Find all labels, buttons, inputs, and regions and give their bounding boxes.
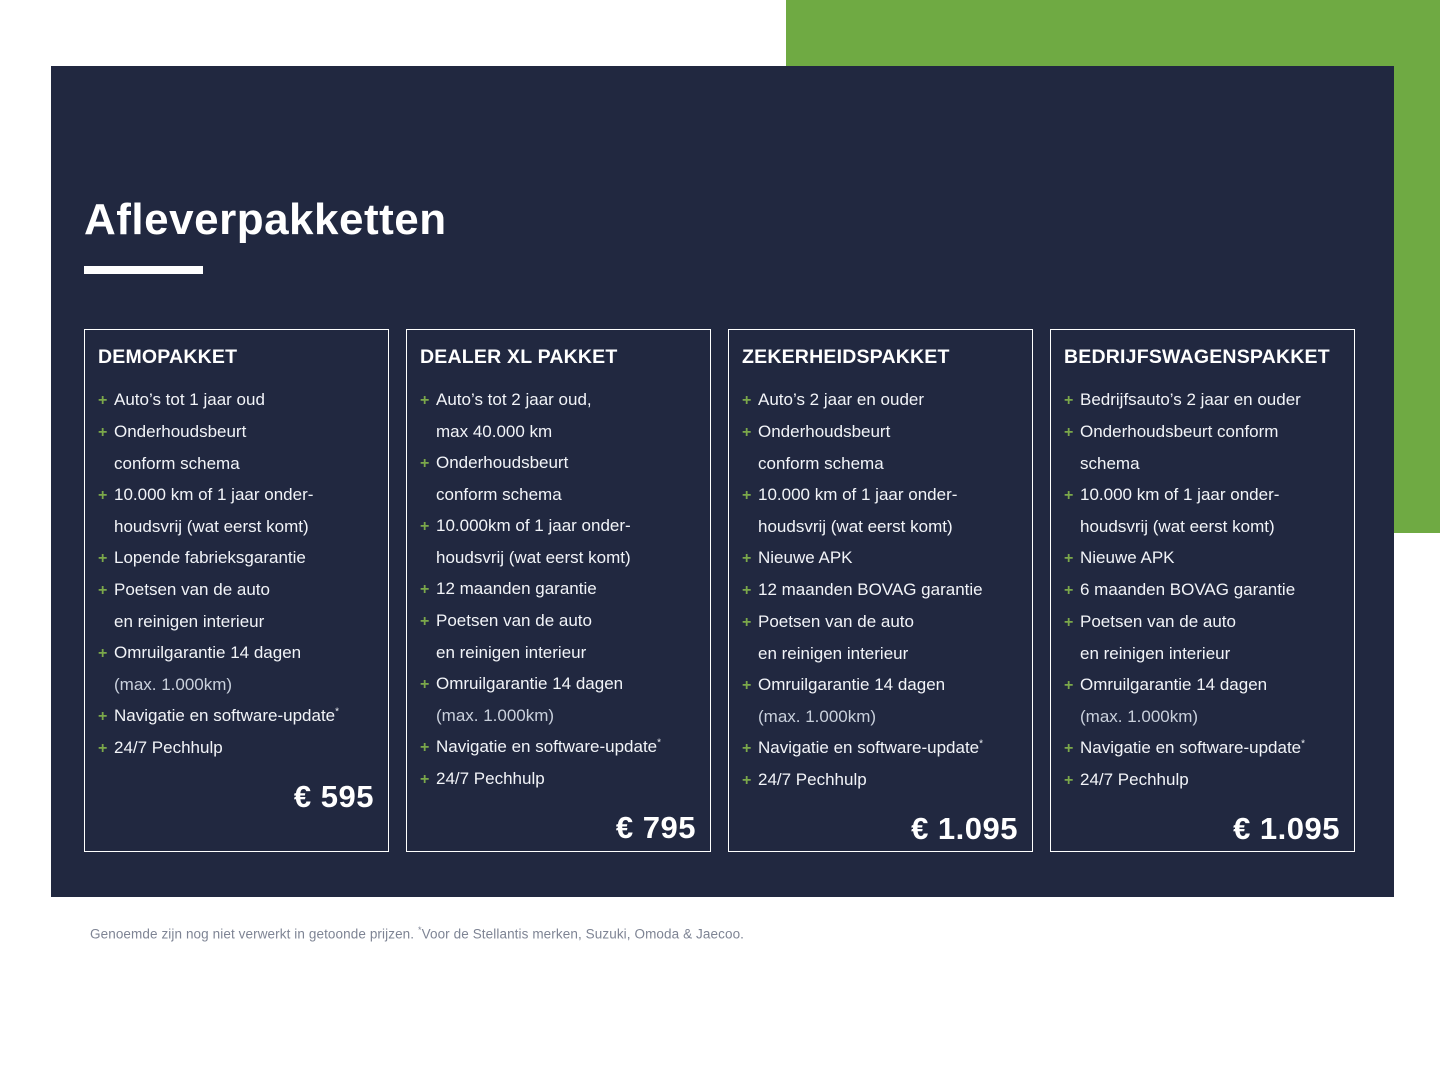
item-text: Omruilgarantie 14 dagen — [1080, 675, 1268, 694]
item-text: Omruilgarantie 14 dagen — [114, 643, 302, 662]
plus-icon: + — [420, 771, 430, 788]
package-item — [1064, 574, 1342, 606]
item-text: Nieuwe APK — [758, 548, 853, 567]
package-card — [728, 329, 1033, 852]
item-text: conform schema — [758, 454, 884, 473]
item-text: Onderhoudsbeurt — [114, 422, 247, 441]
package-item — [742, 574, 1020, 606]
plus-icon: + — [1064, 424, 1074, 441]
plus-icon: + — [420, 613, 430, 630]
package-card — [1050, 329, 1355, 852]
package-item-continuation — [420, 542, 698, 573]
asterisk-note: * — [979, 738, 984, 750]
plus-icon: + — [1064, 582, 1074, 599]
package-item — [420, 384, 698, 416]
package-price: € 795 — [615, 810, 696, 845]
package-item-continuation — [742, 511, 1020, 542]
package-item — [1064, 732, 1342, 764]
package-item — [742, 606, 1020, 638]
item-text: Navigatie en software-update* — [114, 706, 340, 725]
plus-icon: + — [1064, 550, 1074, 567]
package-item-continuation — [98, 669, 376, 700]
package-item-continuation — [420, 416, 698, 447]
plus-icon: + — [420, 676, 430, 693]
package-item — [1064, 384, 1342, 416]
item-text: Navigatie en software-update* — [758, 738, 984, 757]
item-text: houdsvrij (wat eerst komt) — [758, 517, 953, 536]
item-text: 24/7 Pechhulp — [114, 738, 223, 757]
package-item — [1064, 669, 1342, 701]
package-item — [420, 763, 698, 795]
package-item — [98, 542, 376, 574]
package-item-continuation — [420, 637, 698, 668]
package-item — [420, 668, 698, 700]
package-item — [98, 637, 376, 669]
item-text: 10.000 km of 1 jaar onder- — [1080, 485, 1280, 504]
item-text: Lopende fabrieksgarantie — [114, 548, 306, 567]
item-text: Bedrijfsauto’s 2 jaar en ouder — [1080, 390, 1301, 409]
package-item — [742, 479, 1020, 511]
package-item-continuation — [742, 448, 1020, 479]
package-item — [1064, 542, 1342, 574]
item-text: 12 maanden garantie — [436, 579, 597, 598]
item-text: conform schema — [114, 454, 240, 473]
item-text: 24/7 Pechhulp — [1080, 770, 1189, 789]
item-text: 24/7 Pechhulp — [758, 770, 867, 789]
item-text: Omruilgarantie 14 dagen — [436, 674, 624, 693]
content-panel — [51, 66, 1394, 897]
package-item — [742, 384, 1020, 416]
package-item-continuation — [420, 479, 698, 510]
item-text: Poetsen van de auto — [114, 580, 270, 599]
plus-icon: + — [742, 392, 752, 409]
package-price: € 1.095 — [1233, 811, 1340, 846]
plus-icon: + — [98, 708, 108, 725]
asterisk-note: * — [1301, 738, 1306, 750]
package-item — [1064, 764, 1342, 796]
footnote-text-2: Voor de Stellantis merken, Suzuki, Omoda & Jaecoo. — [421, 926, 745, 942]
package-item-continuation — [98, 511, 376, 542]
item-text: houdsvrij (wat eerst komt) — [1080, 517, 1275, 536]
package-card — [406, 329, 711, 852]
package-price: € 595 — [293, 779, 374, 814]
item-text: (max. 1.000km) — [436, 706, 555, 725]
item-text: Onderhoudsbeurt — [758, 422, 891, 441]
package-title: DEMOPAKKET — [98, 346, 238, 368]
item-text: Nieuwe APK — [1080, 548, 1175, 567]
footnote-text-1: Genoemde zijn nog niet verwerkt in getoonde prijzen. — [90, 926, 418, 942]
plus-icon: + — [742, 487, 752, 504]
item-text: 10.000 km of 1 jaar onder- — [758, 485, 958, 504]
package-item — [98, 479, 376, 511]
item-text: Onderhoudsbeurt conform — [1080, 422, 1279, 441]
item-text: en reinigen interieur — [114, 612, 265, 631]
package-item — [98, 700, 376, 732]
plus-icon: + — [742, 550, 752, 567]
plus-icon: + — [98, 424, 108, 441]
package-items — [420, 384, 698, 795]
item-text: Auto’s tot 1 jaar oud — [114, 390, 265, 409]
package-title: ZEKERHEIDSPAKKET — [742, 346, 950, 368]
item-text: Omruilgarantie 14 dagen — [758, 675, 946, 694]
package-item-continuation — [98, 448, 376, 479]
package-item — [742, 542, 1020, 574]
item-text: Poetsen van de auto — [1080, 612, 1236, 631]
plus-icon: + — [742, 740, 752, 757]
item-text: en reinigen interieur — [758, 644, 909, 663]
page-title: Afleverpakketten — [84, 195, 447, 245]
title-underline — [84, 266, 203, 274]
package-item — [98, 732, 376, 764]
plus-icon: + — [98, 392, 108, 409]
plus-icon: + — [420, 392, 430, 409]
plus-icon: + — [1064, 740, 1074, 757]
item-text: houdsvrij (wat eerst komt) — [114, 517, 309, 536]
item-text: Poetsen van de auto — [436, 611, 592, 630]
package-item-continuation — [1064, 638, 1342, 669]
package-items — [1064, 384, 1342, 796]
asterisk-note: * — [657, 737, 662, 749]
package-items — [98, 384, 376, 764]
item-text: Poetsen van de auto — [758, 612, 914, 631]
plus-icon: + — [98, 740, 108, 757]
plus-icon: + — [420, 739, 430, 756]
plus-icon: + — [420, 581, 430, 598]
package-card — [84, 329, 389, 852]
package-item — [742, 764, 1020, 796]
package-item — [420, 510, 698, 542]
item-text: 12 maanden BOVAG garantie — [758, 580, 983, 599]
package-item — [420, 731, 698, 763]
plus-icon: + — [98, 645, 108, 662]
package-item — [98, 416, 376, 448]
package-price: € 1.095 — [911, 811, 1018, 846]
packages-row — [84, 329, 1355, 852]
package-item — [420, 447, 698, 479]
plus-icon: + — [1064, 614, 1074, 631]
package-item-continuation — [1064, 511, 1342, 542]
plus-icon: + — [742, 582, 752, 599]
item-text: 10.000 km of 1 jaar onder- — [114, 485, 314, 504]
item-text: Navigatie en software-update* — [436, 737, 662, 756]
plus-icon: + — [742, 677, 752, 694]
package-item — [1064, 479, 1342, 511]
item-text: Auto’s 2 jaar en ouder — [758, 390, 925, 409]
plus-icon: + — [1064, 677, 1074, 694]
package-item — [420, 573, 698, 605]
plus-icon: + — [420, 518, 430, 535]
plus-icon: + — [1064, 772, 1074, 789]
asterisk-note: * — [418, 925, 422, 935]
package-item-continuation — [1064, 701, 1342, 732]
item-text: 6 maanden BOVAG garantie — [1080, 580, 1296, 599]
plus-icon: + — [1064, 487, 1074, 504]
plus-icon: + — [1064, 392, 1074, 409]
package-item — [98, 384, 376, 416]
item-text: conform schema — [436, 485, 562, 504]
footnote — [90, 925, 744, 942]
package-items — [742, 384, 1020, 796]
package-title: BEDRIJFSWAGENSPAKKET — [1064, 346, 1330, 368]
package-item-continuation — [420, 700, 698, 731]
package-item-continuation — [98, 606, 376, 637]
plus-icon: + — [420, 455, 430, 472]
item-text: (max. 1.000km) — [1080, 707, 1199, 726]
package-title: DEALER XL PAKKET — [420, 346, 618, 368]
package-item-continuation — [1064, 448, 1342, 479]
item-text: Onderhoudsbeurt — [436, 453, 569, 472]
item-text: (max. 1.000km) — [758, 707, 877, 726]
plus-icon: + — [742, 424, 752, 441]
plus-icon: + — [98, 487, 108, 504]
package-item — [98, 574, 376, 606]
item-text: 24/7 Pechhulp — [436, 769, 545, 788]
item-text: schema — [1080, 454, 1140, 473]
item-text: en reinigen interieur — [436, 643, 587, 662]
asterisk-note: * — [335, 706, 340, 718]
package-item — [1064, 606, 1342, 638]
package-item — [742, 732, 1020, 764]
package-item — [1064, 416, 1342, 448]
item-text: houdsvrij (wat eerst komt) — [436, 548, 631, 567]
item-text: max 40.000 km — [436, 422, 553, 441]
item-text: en reinigen interieur — [1080, 644, 1231, 663]
plus-icon: + — [98, 550, 108, 567]
plus-icon: + — [742, 614, 752, 631]
package-item-continuation — [742, 638, 1020, 669]
package-item-continuation — [742, 701, 1020, 732]
package-item — [742, 416, 1020, 448]
item-text: Auto’s tot 2 jaar oud, — [436, 390, 592, 409]
item-text: 10.000km of 1 jaar onder- — [436, 516, 631, 535]
plus-icon: + — [98, 582, 108, 599]
package-item — [742, 669, 1020, 701]
package-item — [420, 605, 698, 637]
item-text: Navigatie en software-update* — [1080, 738, 1306, 757]
plus-icon: + — [742, 772, 752, 789]
item-text: (max. 1.000km) — [114, 675, 233, 694]
